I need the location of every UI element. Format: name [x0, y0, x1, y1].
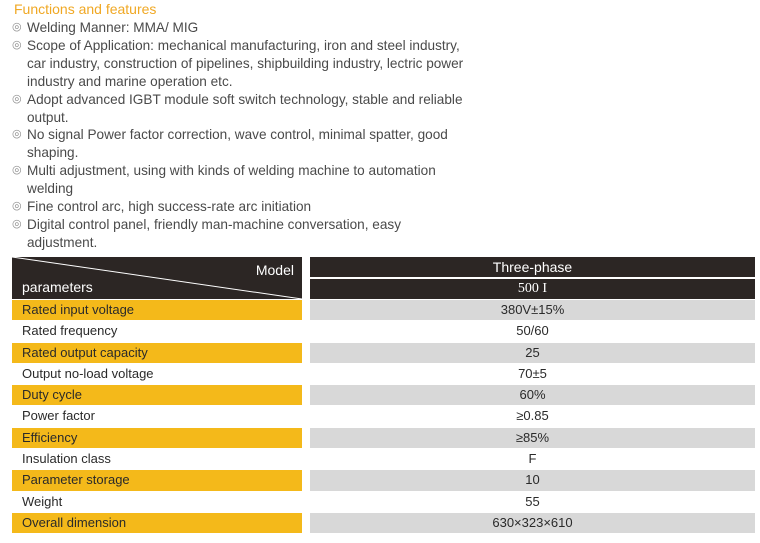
row-value: 55	[310, 492, 755, 512]
table-row	[12, 300, 755, 321]
feature-item	[12, 198, 472, 216]
row-label: Efficiency	[12, 428, 302, 448]
features-list	[12, 19, 472, 252]
row-label: Overall dimension	[12, 513, 302, 533]
feature-text: No signal Power factor correction, wave control, minimal spatter, good shaping.	[27, 127, 448, 161]
feature-text: Fine control arc, high success-rate arc initiation	[27, 199, 312, 215]
bullet-icon: ◎	[12, 164, 22, 177]
feature-item	[12, 162, 472, 198]
section-heading: Functions and features	[14, 1, 157, 17]
row-label: Power factor	[22, 408, 95, 424]
header-model-value: 500 I	[310, 279, 755, 299]
feature-item	[12, 19, 472, 37]
bullet-icon: ◎	[12, 38, 22, 51]
feature-item	[12, 37, 472, 91]
table-row	[12, 449, 755, 470]
table-row	[12, 343, 755, 364]
row-value: 10	[310, 470, 755, 490]
row-value: 50/60	[310, 321, 755, 341]
table-row	[12, 513, 755, 534]
feature-item	[12, 126, 472, 162]
feature-text: Digital control panel, friendly man-machine conversation, easy adjustment.	[27, 216, 402, 250]
table-row	[12, 470, 755, 491]
header-model-label: Model	[255, 262, 294, 278]
row-value: ≥0.85	[310, 406, 755, 426]
table-row	[12, 321, 755, 342]
bullet-icon: ◎	[12, 128, 22, 141]
row-label: Weight	[22, 493, 63, 509]
bullet-icon: ◎	[12, 21, 22, 33]
row-label: Rated output capacity	[12, 343, 302, 363]
feature-item	[12, 216, 472, 252]
feature-text: Scope of Application: mechanical manufacturing, iron and steel industry, car industry, construction of pipelines, shipbuilding industry, lectric power industry and marine operation etc.	[27, 37, 464, 89]
row-label: Rated frequency	[22, 323, 118, 339]
table-body	[12, 300, 755, 534]
row-value: 60%	[310, 385, 755, 405]
bullet-icon: ◎	[12, 92, 22, 105]
table-row	[12, 406, 755, 427]
row-label: Rated input voltage	[12, 300, 302, 320]
row-value: 630×323×610	[310, 513, 755, 533]
row-value: 70±5	[310, 364, 755, 384]
table-row	[12, 428, 755, 449]
header-parameters-label: parameters	[22, 279, 93, 295]
table-row	[12, 492, 755, 513]
row-value: 380V±15%	[310, 300, 755, 320]
bullet-icon: ◎	[12, 200, 22, 213]
bullet-icon: ◎	[12, 217, 22, 230]
row-value: ≥85%	[310, 428, 755, 448]
row-label: Duty cycle	[12, 385, 302, 405]
table-row	[12, 364, 755, 385]
feature-text: Multi adjustment, using with kinds of welding machine to automation welding	[27, 163, 436, 197]
table-header-corner	[12, 257, 302, 299]
row-label: Parameter storage	[12, 470, 302, 490]
feature-text: Welding Manner: MMA/ MIG	[27, 20, 199, 35]
feature-item	[12, 91, 472, 127]
header-phase: Three-phase	[310, 257, 755, 277]
table-row	[12, 385, 755, 406]
row-label: Output no-load voltage	[22, 365, 154, 381]
feature-text: Adopt advanced IGBT module soft switch technology, stable and reliable output.	[27, 91, 463, 125]
row-label: Insulation class	[22, 451, 111, 467]
row-value: 25	[310, 343, 755, 363]
row-value: F	[310, 449, 755, 469]
